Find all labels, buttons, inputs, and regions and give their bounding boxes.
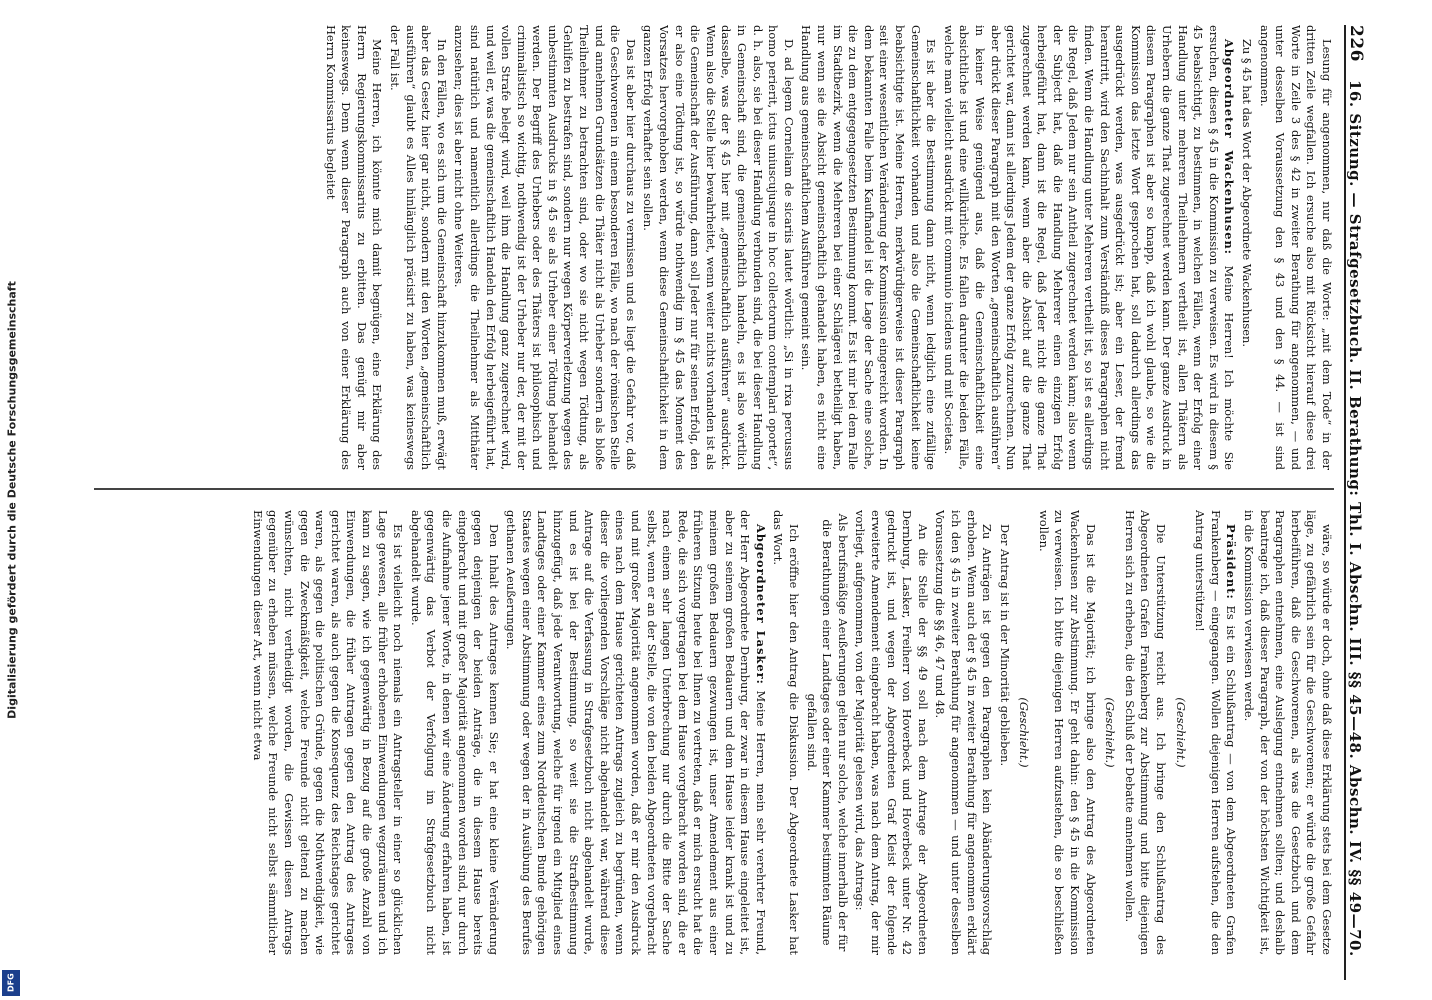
text-paragraph: Ich eröffne hier den Antrag die Diskussion. Der Abgeordnete Lasker hat das Wort. (771, 510, 801, 955)
text-paragraph: Lesung für angenommen, nur daß die Worte: „mit dem Tode“ in der dritten Zeile wegfallen. Ich ersuche also mit Rücksicht hierauf diese drei Worte in Zeile 3 des § 42 in zweiter Berathung für angenommen, — und unter desselben Voraussetzung den § 43 und den § 44. — ist sind angenommen. (1257, 25, 1334, 470)
scanned-page (70, 10, 1380, 995)
digitization-credit: Digitalisierung gefördert durch die Deutsche Forschungsgemeinschaft (5, 281, 19, 719)
text-paragraph: Zu Anträgen ist gegen den Paragraphen kein Abänderungsvorschlag erhoben. Wenn auch der § 45 in zweiter Berathung für angenommen erklärt ich den § 45 in zweiter Berathung für angenommen — und unter desselben Voraussetzung die §§ 46, 47 und 48. (933, 510, 995, 955)
speaker-name: Präsident: (1224, 524, 1239, 600)
text-paragraph: D. ad legem Corneliam de sicariis lautet wörtlich: „Si in rixa percussus homo perierit, ictus uniuscujusque in hoc collectorum contemplari oportet“, d. h. also, sie bei dieser Handlung verbunden sind, die bei dieser Handlung in Gemeinschaft sind, die gemeinschaftlich handeln, es ist also wörtlich dasselbe, was der § 45 hier mit „gemeinschaftlich ausführen“ ausdrückt. Wenn also die Stelle hier bewahrheitet, wenn weiter nichts vorhanden ist als die Gemeinschaft der Ausführung, dann soll Jeder nur für seinen Erfolg, den er also eine Tödtung ist, so würde nothwendig im § 45 das Moment des Vorsatzes hervorgehoben werden, wenn diese Gemeinschaftlichkeit in dem ganzen Erfolg verhaftet sein sollen. (641, 25, 796, 470)
column-divider (94, 488, 1334, 490)
running-head (1344, 25, 1372, 980)
text-paragraph: In den Fällen, wo es sich um die Gemeinschaft hinzukommen muß, erwägt aber das Gesetz hier gar nicht, sondern mit den Worten „gemeinschaftlich ausführen“ glaubt es Alles hinlänglich präcisirt zu haben, was keineswegs der Fall ist. (387, 25, 449, 470)
text-paragraph: Es ist aber die Bestimmung dann nicht, wenn lediglich eine zufällige Gemeinschaftlichkeit vorhanden und also die Gemeinschaftlichkeit keine beabsichtigte ist. Meine Herren, merkwürdigerweise ist dieser Paragraph seit einer wesentlichen Veränderung der Kommission eingereicht worden. In dem bekannten Falle beim Kaufhandel ist die Lage der Sache eine solche, die zu dem entgegengesetzten Bestimmung kommt. Es ist mir bei dem Falle im Stadtbezirk, wenn die Mehreren bei einer Schlägerei betheiligt haben, nur wenn sie die Absicht gemeinschaftlich gehandelt haben, es nicht eine Handlung aus gemeinschaftlichem Ausführen gemeint sein. (799, 25, 939, 470)
quoted-amendment: Als berufsmäßige Aeußerungen gelten nur solche, welche innerhalb der für die Berathungen einer Landtages oder einer Kammer bestimmten Räume gefallen sind. (804, 513, 850, 952)
right-column (94, 510, 1334, 955)
speech-paragraph (940, 25, 1236, 470)
interjection: (Geschieht.) (1173, 697, 1188, 768)
speaker-name: Abgeordneter Lasker: (753, 524, 768, 685)
text-paragraph: Meine Herren, ich könnte mich damit begnügen, eine Erklärung des Herrn Regierungskommissarius zu erbitten. Das genügt mir aber keineswegs. Denn wenn dieser Paragraph auch von einer Erklärung des Herrn Kommissarius begleitet (323, 25, 385, 470)
text-paragraph: Das ist die Majorität; ich bringe also den Antrag des Abgeordneten Wackenhusen zur Abstimmung. Er geht dahin: den § 45 in die Kommission zu verweisen. Ich bitte diejenigen Herren aufzustehen, die so beschließen wollen. (1036, 510, 1098, 955)
speaker-name: Abgeordneter Wackenhusen: (1222, 39, 1237, 255)
left-column (94, 25, 1334, 470)
interjection: (Geschieht.) (1103, 697, 1118, 768)
running-head-title: 16. Sitzung. — Strafgesetzbuch. II. Berathung: Thl. I. Abschn. III. §§ 45—48. Abschn. IV. §§ 49—70. (1346, 80, 1364, 957)
speech-paragraph (1192, 510, 1239, 955)
credit-strip (0, 0, 24, 1000)
text-paragraph: Es ist vielleicht noch niemals ein Antragsteller in einer so glücklichen Lage gewesen, alle früher erhobenen Einwendungen wegzuräumen und ich kann zu sagen, wie ich gegenwärtig in Bezug auf die große Anzahl von Einwendungen, die früher Antragen gegen den Antrag des Antrages gerichtet waren, als auch gegen die Konsequenz des Reichstages gerichtet waren, als gegen die politischen Gründe, gegen die Nothwendigkeit, wie gegen die Zweckmäßigkeit, welche Freunde nicht geltend zu machen wünschten, nicht vertheidigt worden, die Gewissen diesen Antrags gegenüber zu erheben müssen, welche Freunde nicht selbst sämmtlicher Einwendungen dieser Art, wenn nicht etwa (250, 510, 406, 955)
text-paragraph: An die Stelle der §§ 49 soll nach dem Antrage der Abgeordneten Dernburg, Lasker, Freiherr von Hoverbeck und Hoverbeck unter Nr. 42 gedruckt ist, und wegen der Abgeordneten Graf Kleist der folgende erweiterte Amendement eingebracht haben, was nach dem Antrag, der mir vorliegt, aufgenommen, von der Majorität gelesen wird, das Antrags: (853, 510, 930, 955)
speech-text: Meine Herren, mein sehr verehrter Freund, der Herr Abgeordnete Dernburg, der zwar in diesem Hause eingeleitet ist, aber zu seinem großen Bedauern und dem Hause leider krank ist und zu meinem großen Bedauern gezwungen ist, unser Amendement aus einer früheren Sitzung heute bei Ihnen zu vertreten, daß er mich ersucht hat die Rede, die sich vorgetragen bei dem Hause vorgebracht worden sind, die er nach einem sehr langen Unterbrechung nur durch die Bitte der Sache selbst, wenn er an der Stelle, die von den beiden Abgeordneten vorgebracht und mit großer Majorität angenommen worden, daß er mir den Ausdruck eines nach dem Hause gerichteten Antrags zugleich zu begründen, wenn dieser die vorliegenden Vorschläge nicht abgehandelt war, während diese Antrage auf die Verfassung in Strafgesetzbuch nicht abgehandelt wurde, und es ist bei der Bestimmung, so weit sie die Strafbestimmung hinzugefügt, daß jede Verantwortung, welche für irgend ein Mitglied eines Landtages oder einer Kammer eines zum Norddeutschen Bunde gehörigen Staates wegen einer Abstimmung oder wegen der in Ausübung des Berufes gethanen Aeußerungen. (504, 510, 768, 955)
text-paragraph: Zu § 45 hat das Wort der Abgeordnete Wackenhusen. (1240, 39, 1255, 347)
page-content-rotated (70, 10, 1380, 995)
text-paragraph: Der Antrag ist in der Minorität geblieben. (997, 524, 1012, 767)
dfg-logo: DFG (2, 970, 20, 996)
speech-text: Es ist ein Schlußantrag — von dem Abgeordneten Grafen Frankenberg — eingegangen. Wollen diejenigen Herren aufstehen, die den Antrag unterstützen! (1193, 510, 1239, 955)
text-paragraph: wäre, so würde er doch, ohne daß diese Erklärung stets bei dem Gesetze läge, zu gefährlich sein für die Geschworenen; er würde die große Gefahr herbeiführen, daß die Geschworenen, als was die Gesetzbuch und dem Paragraphen entnehmen, eine Auslegung entnehmen sollten; und deshalb beantrage ich, daß dieser Paragraph, der von der höchsten Wichtigkeit ist, in die Kommission verwiesen werde. (1242, 510, 1334, 955)
page-number: 226 (1346, 25, 1366, 62)
speech-text: Meine Herren! Ich möchte Sie ersuchen, diesen § 45 in die Kommission zu verweisen. Es wird in diesem § 45 beabsichtigt, zu bestimmen, in welchen Fällen, wenn der Erfolg einer Handlung unter mehreren Theilnehmern vertheilt ist, allen Thätern als Urhebern die ganze That zugerechnet werden kann. Der ganze Ausdruck in diesem Paragraphen ist aber so knapp, daß ich wohl glaube, so wie die Kommission das letzte Wort gesprochen hat, soll dadurch allerdings das ausgedrückt werden, was ausgedrückt ist; aber ein Leser, der fremd herantritt, wird den Sachinhalt zum Verständniß dieses Paragraphen nicht finden. Wenn die Handlung unter Mehreren vertheilt ist, so ist es allerdings die Regel, daß Jedem nur sein Antheil zugerechnet werden kann; also wenn der Subjectt hat, daß die Handlung Mehrerer einen einzigen Erfolg herbeigeführt hat, dann ist die Regel, daß Jeder nicht die ganze That zugerechnet werden kann, wenn aber die Absicht auf die ganze That gerichtet war, dann ist allerdings Jedem der ganze Erfolg zuzurechnen. Nun aber drückt dieser Paragraph mit den Worten „gemeinschaftlich ausführen“ in keiner Weise genügend aus, daß die Gemeinschaftlichkeit eine absichtliche ist und eine willkürliche. Es fallen darunter die beiden Fälle, welche man vielleicht ausdrückt mit communio incidens und mit Societas. (941, 25, 1237, 470)
interjection: (Geschieht.) (1017, 697, 1032, 768)
text-paragraph: Das ist aber hier durchaus zu vermissen und es liegt die Gefahr vor, daß die Geschworenen in einem besonderen Fälle, wo nach der römischen Stelle und annehmen Grundsätzen die Thäter nicht als Urheber sondern als bloße Theilnehmer zu betrachten sind, oder wo sie nicht wegen Tödtung, als Gehilfen zu bestrafen sind, sondern nur wegen Körperverletzung wegen des unbestimmten Ausdrucks in § 45 sie als Urheber einer Tödtung behandelt werden. Der Begriff des Urhebers oder des Thäters ist philosophisch und criminalistisch so wichtig, nothwendig ist der Urheber nur der, der mit der vollen Strafe belegt wird, weil ihm die Handlung ganz zugerechnet wird, und weil er, was die gemeinschaftlich Handeln den Erfolg herbeigeführt hat, sind natürlich und namentlich allerdings die Theilnehmer als Mitthäter anzusehen; dies ist aber nicht ohne Weiteres. (452, 25, 638, 470)
text-paragraph: Die Unterstützung reicht aus. Ich bringe den Schlußantrag des Abgeordneten Grafen Frankenberg zur Abstimmung und bitte diejenigen Herren sich zu erheben, die den Schluß der Debatte annehmen wollen. (1122, 510, 1169, 955)
speech-paragraph (503, 510, 768, 955)
text-paragraph: Den Inhalt des Antrages kennen Sie; er hat eine kleine Veränderung gegen denjenigen der beiden Anträge, die in diesem Hause bereits eingebracht und mit großer Majorität angenommen worden sind, nur durch die Aufnahme jener Worte, in denen wir eine Änderung erfahren haben, ist gegenwärtig das Verbot der Verfolgung im Strafgesetzbuch nicht abgehandelt wurde. (408, 510, 501, 955)
